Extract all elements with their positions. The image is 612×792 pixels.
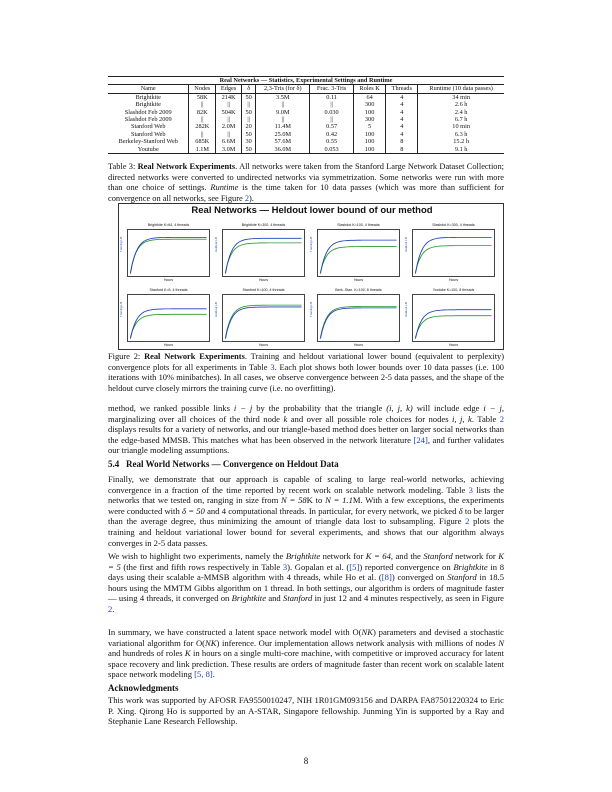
table-ref-link[interactable]: 2 xyxy=(499,413,505,424)
table-cell: || xyxy=(189,116,216,123)
plot-ylabel: Heldout LB xyxy=(214,302,218,317)
table-header-cell: δ xyxy=(242,85,256,93)
p3-text: ) converged on xyxy=(391,572,448,583)
table-cell: Berkeley-Stanford Web xyxy=(118,138,178,146)
table-cell: 2.0M xyxy=(216,123,242,130)
p3-text: network for xyxy=(320,551,366,561)
convergence-plot xyxy=(404,288,495,347)
statistics-table xyxy=(108,76,504,154)
table-cell: 4 xyxy=(386,123,418,130)
training-curve xyxy=(225,307,301,339)
table-cell: 4 xyxy=(386,101,418,108)
p1-math: i − j xyxy=(233,403,253,413)
paragraph-finally xyxy=(108,474,504,548)
heldout-curve xyxy=(320,307,396,338)
p1-math: (i, j, k) xyxy=(386,403,413,413)
p2-text: to be larger than the average degree, thus minimizing the amount of triangle data lost to subsampling. Figure xyxy=(108,505,505,527)
table-cell: 100 xyxy=(353,146,385,154)
p2-text: M. With a few exceptions, the experiments were conducted with xyxy=(108,495,504,516)
table-header-cell: Nodes xyxy=(189,85,216,93)
table-header-row xyxy=(108,85,504,93)
table-cell: 6.6M xyxy=(216,138,242,145)
section-title: Real World Networks — Convergence on Heldout Data xyxy=(126,459,339,469)
table-row xyxy=(108,101,504,108)
table-cell: || xyxy=(242,101,256,108)
table-cell: 4 xyxy=(386,93,418,101)
p3-math: K = 5 xyxy=(108,551,504,572)
table-cell: || xyxy=(216,101,242,108)
table-cell: 64 xyxy=(353,93,385,101)
table-cell: 50 xyxy=(242,109,256,116)
table-caption-text-a: . All networks were taken from the Stanford Large Network Dataset Collection; directed networks were converted to undirected networks via symmetrization. Some networks were run with more than one choice of settings. xyxy=(108,162,504,193)
table-cell: || xyxy=(216,131,242,138)
heldout-curve xyxy=(225,305,301,337)
paragraph-summary xyxy=(108,627,504,680)
plot-title: Stanford K=100, 4 threads xyxy=(242,288,285,292)
table-header-cell: Runtime (10 data passes) xyxy=(418,85,504,93)
table-header-cell: Frac. 3-Tris xyxy=(310,85,354,93)
citation-link[interactable]: [8] xyxy=(381,572,392,583)
training-curve xyxy=(415,237,491,273)
p4-math: N xyxy=(498,637,504,648)
table-cell: || xyxy=(310,116,354,123)
table-cell: 6.3 h xyxy=(418,131,504,138)
table-cell: 0.11 xyxy=(310,93,354,101)
table-caption-runtime: Runtime xyxy=(210,183,239,193)
table-cell: 9.0M xyxy=(256,109,310,116)
p1-text: , marginalizing over all choices of the third node xyxy=(108,403,505,424)
table-cell: 300 xyxy=(353,101,385,108)
table-cell: 2.6 h xyxy=(418,101,504,108)
table-header-cell: Threads xyxy=(386,85,418,93)
plot-title: Slashdot K=100, 4 threads xyxy=(337,223,380,227)
table-cell: 36.0M xyxy=(256,146,310,154)
citation-link[interactable]: [5, 8] xyxy=(194,669,213,680)
table-cell: 100 xyxy=(353,138,385,145)
p1-text: by the probability that the triangle xyxy=(252,403,387,413)
convergence-plot xyxy=(309,288,400,347)
table-caption-text-b: is the time taken for 10 data passes (which was more than sufficient for convergence on all networks, see Figure xyxy=(108,183,504,203)
convergence-plot xyxy=(119,223,210,282)
table-cell: 50 xyxy=(242,93,256,101)
table-cell: || xyxy=(242,116,256,123)
p3-italic: Stanford xyxy=(447,572,477,583)
p3-italic: Brightkite xyxy=(231,593,267,604)
figure-caption-text-b: . Each plot shows both lower bounds over 10 data passes (i.e. 100 iterations with 10% minibatches). In all cases, we observe convergence between 2-5 data passes, and the shape of the heldout curve closely mirrors the training curve (i.e. no overfitting). xyxy=(108,362,504,393)
plot-xlabel: Hours xyxy=(163,278,174,282)
table-cell: 2.4 h xyxy=(418,109,504,116)
p3-text: ) reported convergence on xyxy=(359,561,454,572)
table-row xyxy=(108,116,504,123)
table-cell: 100 xyxy=(353,131,385,138)
table-cell: 0.053 xyxy=(310,146,354,154)
heldout-curve xyxy=(320,247,396,273)
table-cell: Stanford Web xyxy=(130,123,166,131)
p1-text: and over all possible role choices for nodes xyxy=(287,413,453,424)
plot-xlabel: Hours xyxy=(448,278,459,282)
p4-math: K xyxy=(184,648,191,659)
acknowledgments-text: This work was supported by AFOSR FA9550010247, NIH 1R01GM093156 and DARPA FA87501220324 to Eric P. Xing. Qirong Ho is supported by an A-STAR, Singapore fellowship. Junming Yin is supported by a Ray and Stephanie Lane Research Fellowship. xyxy=(108,695,504,727)
table-row xyxy=(108,109,504,116)
table-ref-link[interactable]: 3 xyxy=(282,561,288,572)
p3-text: , and the xyxy=(390,551,424,561)
table-row xyxy=(108,131,504,138)
p2-text: plots the training and heldout variational lower bound for several experiments, and shows that our algorithm always converges in 2-5 data passes. xyxy=(108,516,505,548)
table-cell: Stanford Web xyxy=(130,130,166,138)
training-curve xyxy=(130,237,206,273)
plot-ylabel: Training LB xyxy=(119,301,123,317)
table-cell: 50 xyxy=(242,131,256,138)
table-cell: 57.6M xyxy=(256,138,310,145)
plot-ylabel: Heldout LB xyxy=(214,237,218,252)
figure-caption-text-a: . Training and heldout variational lower bound (equivalent to perplexity) convergence plots for all experiments in Table xyxy=(108,352,504,372)
p2-math: N = 58 xyxy=(281,495,307,506)
convergence-plot xyxy=(214,223,305,282)
paragraph-highlight xyxy=(108,551,504,615)
table-caption-label: Table 3: xyxy=(108,162,136,171)
figure-caption xyxy=(108,352,504,394)
table-cell: 100 xyxy=(353,109,385,116)
heldout-curve xyxy=(415,316,491,338)
plot-title: Berk.-Stan. K=100, 8 threads xyxy=(335,288,382,292)
p3-text: network for xyxy=(452,551,499,561)
table-caption-bold: Real Network Experiments xyxy=(137,162,236,171)
plot-area xyxy=(223,230,304,276)
plot-area xyxy=(413,230,494,276)
table-cell: 0.42 xyxy=(310,131,354,138)
p3-text: ). Gopalan et al. ( xyxy=(287,561,350,572)
figure-convergence-plots xyxy=(118,203,504,350)
p1-text: , and further validates our triangle modeling assumptions. xyxy=(108,434,504,456)
table-cell: 9.1 h xyxy=(418,146,504,154)
table-caption xyxy=(108,162,504,204)
p3-italic: Stanford xyxy=(283,593,313,604)
table-title: Real Networks — Statistics, Experimental Settings and Runtime xyxy=(108,77,504,85)
table-cell: 1.1M xyxy=(189,146,216,154)
table-cell: 34 min xyxy=(418,93,504,101)
table-cell: 30 xyxy=(242,138,256,145)
convergence-plot xyxy=(119,288,210,347)
p1-math: i, j, k xyxy=(452,413,472,424)
plot-area xyxy=(318,230,399,276)
convergence-plot xyxy=(214,288,305,347)
page-number: 8 xyxy=(303,756,309,766)
table-body xyxy=(108,93,504,153)
heldout-curve xyxy=(415,246,491,273)
table-cell: 0.030 xyxy=(310,109,354,116)
table-header-cell: Name xyxy=(108,85,189,93)
table-cell: 214K xyxy=(216,93,242,101)
p3-italic: Brightkite xyxy=(285,551,321,561)
table-cell: 0.55 xyxy=(310,138,354,145)
p4-text: In summary, we have constructed a latent space network model with O( xyxy=(108,627,362,637)
p1-text: method, we ranked possible links xyxy=(108,403,234,413)
table-cell: 4 xyxy=(386,131,418,138)
plot-area xyxy=(128,295,209,341)
table-ref-link[interactable]: 3 xyxy=(270,362,275,372)
p1-text: . Table xyxy=(471,413,500,424)
p4-text: and hundreds of roles xyxy=(108,648,185,659)
table-cell: 504K xyxy=(216,109,242,116)
table-cell: 58K xyxy=(189,93,216,101)
figure-ref-link[interactable]: 2 xyxy=(244,193,250,203)
training-curve xyxy=(415,310,491,339)
table-row xyxy=(108,123,504,130)
plot-title: Brightkite K=64, 4 threads xyxy=(147,223,190,227)
p2-text: and 4 computational threads. In particular, for every network, we picked xyxy=(204,505,459,516)
p1-math: k xyxy=(283,413,288,424)
table-cell: 282K xyxy=(189,123,216,130)
plot-area xyxy=(413,295,494,341)
table-cell: Slashdot Feb 2009 xyxy=(124,108,172,116)
training-curve xyxy=(130,309,206,339)
p3-text: in 8 days using their scalable a-MMSB algorithm with 4 threads, while Ho et al. ( xyxy=(108,561,504,583)
acknowledgments-heading: Acknowledgments xyxy=(108,683,179,693)
table-cell: || xyxy=(189,131,216,138)
table-row xyxy=(108,138,504,145)
p1-math: i − j xyxy=(483,403,502,413)
table-cell: || xyxy=(256,116,310,123)
plot-xlabel: Hours xyxy=(163,343,174,347)
p2-math: N = 1.1 xyxy=(325,495,353,506)
p1-text: displays results for a variety of networks, and our triangle-based method does better on larger social networks than the edge-based MMSB. This matches what has been observed in the network literature xyxy=(108,424,504,445)
table-header-cell: Roles K xyxy=(353,85,385,93)
table-cell: || xyxy=(310,101,354,108)
plot-xlabel: Hours xyxy=(353,343,364,347)
plot-title: Slashdot K=300, 4 threads xyxy=(432,223,475,227)
p3-text: and xyxy=(266,593,284,604)
p4-text: . xyxy=(212,669,215,680)
table-cell: Slashdot Feb 2009 xyxy=(124,116,172,124)
heldout-curve xyxy=(130,314,206,337)
plot-xlabel: Hours xyxy=(258,343,269,347)
table-cell: 50 xyxy=(242,146,256,154)
p2-math: δ = 50 xyxy=(181,505,205,516)
p3-italic: Stanford xyxy=(423,551,453,561)
training-curve xyxy=(320,308,396,339)
table-cell: Youtube xyxy=(108,146,189,154)
table-row xyxy=(108,146,504,154)
p3-text: in just 12 and 4 minutes respectively, as seen in Figure xyxy=(312,593,504,604)
table-cell: 11.4M xyxy=(256,123,310,130)
figure-caption-bold: Real Network Experiments xyxy=(144,352,245,361)
citation-link[interactable]: [5] xyxy=(349,561,360,572)
plot-area xyxy=(223,295,304,341)
table-cell: 82K xyxy=(189,109,216,116)
heldout-curve xyxy=(130,239,206,272)
table-cell: Brightkite xyxy=(135,93,161,101)
table-cell: || xyxy=(189,101,216,108)
figure-title: Real Networks — Heldout lower bound of our method xyxy=(191,205,433,216)
citation-link[interactable]: [24] xyxy=(413,434,428,445)
table-cell: 15.2 h xyxy=(418,138,504,145)
table-ref-link[interactable]: 3 xyxy=(468,484,473,495)
plot-ylabel: Training LB xyxy=(309,301,313,317)
p4-math: NK xyxy=(205,637,217,648)
table-row xyxy=(108,93,504,101)
table-cell: 3.5M xyxy=(256,93,310,101)
plot-ylabel: Training LB xyxy=(119,236,123,252)
p1-text: will include edge xyxy=(412,403,484,413)
figure-ref-link[interactable]: 2 xyxy=(108,603,113,614)
section-number: 5.4 xyxy=(108,459,120,469)
p2-text: Finally, we demonstrate that our approach is capable of scaling to large real-world networks, achieving convergence in a fraction of the time reported by recent work on scalable network modeling. Table xyxy=(108,474,504,495)
table-cell: || xyxy=(216,116,242,123)
plot-title: Youtube K=100, 8 threads xyxy=(432,288,475,292)
plot-area xyxy=(128,230,209,276)
p2-text: lists the networks that we tested on, ranging in size from xyxy=(108,484,504,506)
plot-title: Stanford K=5, 4 threads xyxy=(149,288,188,292)
p4-math: NK xyxy=(361,627,373,637)
plot-xlabel: Hours xyxy=(353,278,364,282)
table-cell: 8 xyxy=(386,138,418,145)
convergence-plot xyxy=(309,223,400,282)
plot-ylabel: Heldout LB xyxy=(404,302,408,317)
p3-text: We wish to highlight two experiments, namely the xyxy=(108,551,286,561)
plot-xlabel: Hours xyxy=(258,278,269,282)
plot-xlabel: Hours xyxy=(448,343,459,347)
training-curve xyxy=(320,240,396,274)
table-cell: 8 xyxy=(386,146,418,154)
p3-italic: Brightkite xyxy=(453,561,488,572)
p3-text: (the first and fifth rows respectively in Table xyxy=(120,561,283,572)
p4-text: ) inference. Our implementation allows network analysis with millions of nodes xyxy=(216,637,499,648)
table-cell: 10 min xyxy=(418,123,504,130)
table-cell: 20 xyxy=(242,123,256,130)
p3-math: K = 64 xyxy=(365,551,391,561)
heldout-curve xyxy=(225,243,301,272)
p4-text: ) parameters and devised a stochastic variational algorithm for O( xyxy=(108,627,504,648)
p2-text: K to xyxy=(306,495,326,506)
p3-text: . xyxy=(112,603,115,614)
table-cell: || xyxy=(256,101,310,108)
section-heading xyxy=(108,459,504,469)
plot-ylabel: Training LB xyxy=(309,236,313,252)
plot-ylabel: Heldout LB xyxy=(404,237,408,252)
table-cell: 0.57 xyxy=(310,123,354,130)
table-cell: 3.0M xyxy=(216,146,242,154)
table-cell: Brightkite xyxy=(135,101,161,109)
table-header-cell: Edges xyxy=(216,85,242,93)
figure-caption-label: Figure 2: xyxy=(108,352,141,361)
table-cell: 4 xyxy=(386,109,418,116)
paragraph-ranking xyxy=(108,403,504,456)
p4-text: in hours on a single multi-core machine, with competitive or improved accuracy for latent space recovery and link prediction. These results are orders of magnitude faster than recent work on scalable latent space network modeling xyxy=(108,648,504,680)
training-curve xyxy=(225,238,301,273)
table-header-cell: 2,3-Tris (for δ) xyxy=(256,85,310,93)
p2-math: δ xyxy=(458,505,463,516)
p3-text: in 18.5 hours using the MMTM Gibbs algorithm on 1 thread. In both settings, our algorithm is orders of magnitude faster — using 4 threads, it converged on xyxy=(108,572,504,604)
table-cell: 4 xyxy=(386,116,418,123)
table-cell: 685K xyxy=(189,138,216,145)
table-cell: 5 xyxy=(353,123,385,130)
plot-area xyxy=(318,295,399,341)
table-cell: 300 xyxy=(353,116,385,123)
figure-ref-link[interactable]: 2 xyxy=(465,516,470,527)
table-caption-text-c: ). xyxy=(249,193,254,203)
table-cell: 6.7 h xyxy=(418,116,504,123)
convergence-plot xyxy=(404,223,495,282)
plot-title: Brightkite K=300, 4 threads xyxy=(241,223,286,227)
table-cell: 25.0M xyxy=(256,131,310,138)
